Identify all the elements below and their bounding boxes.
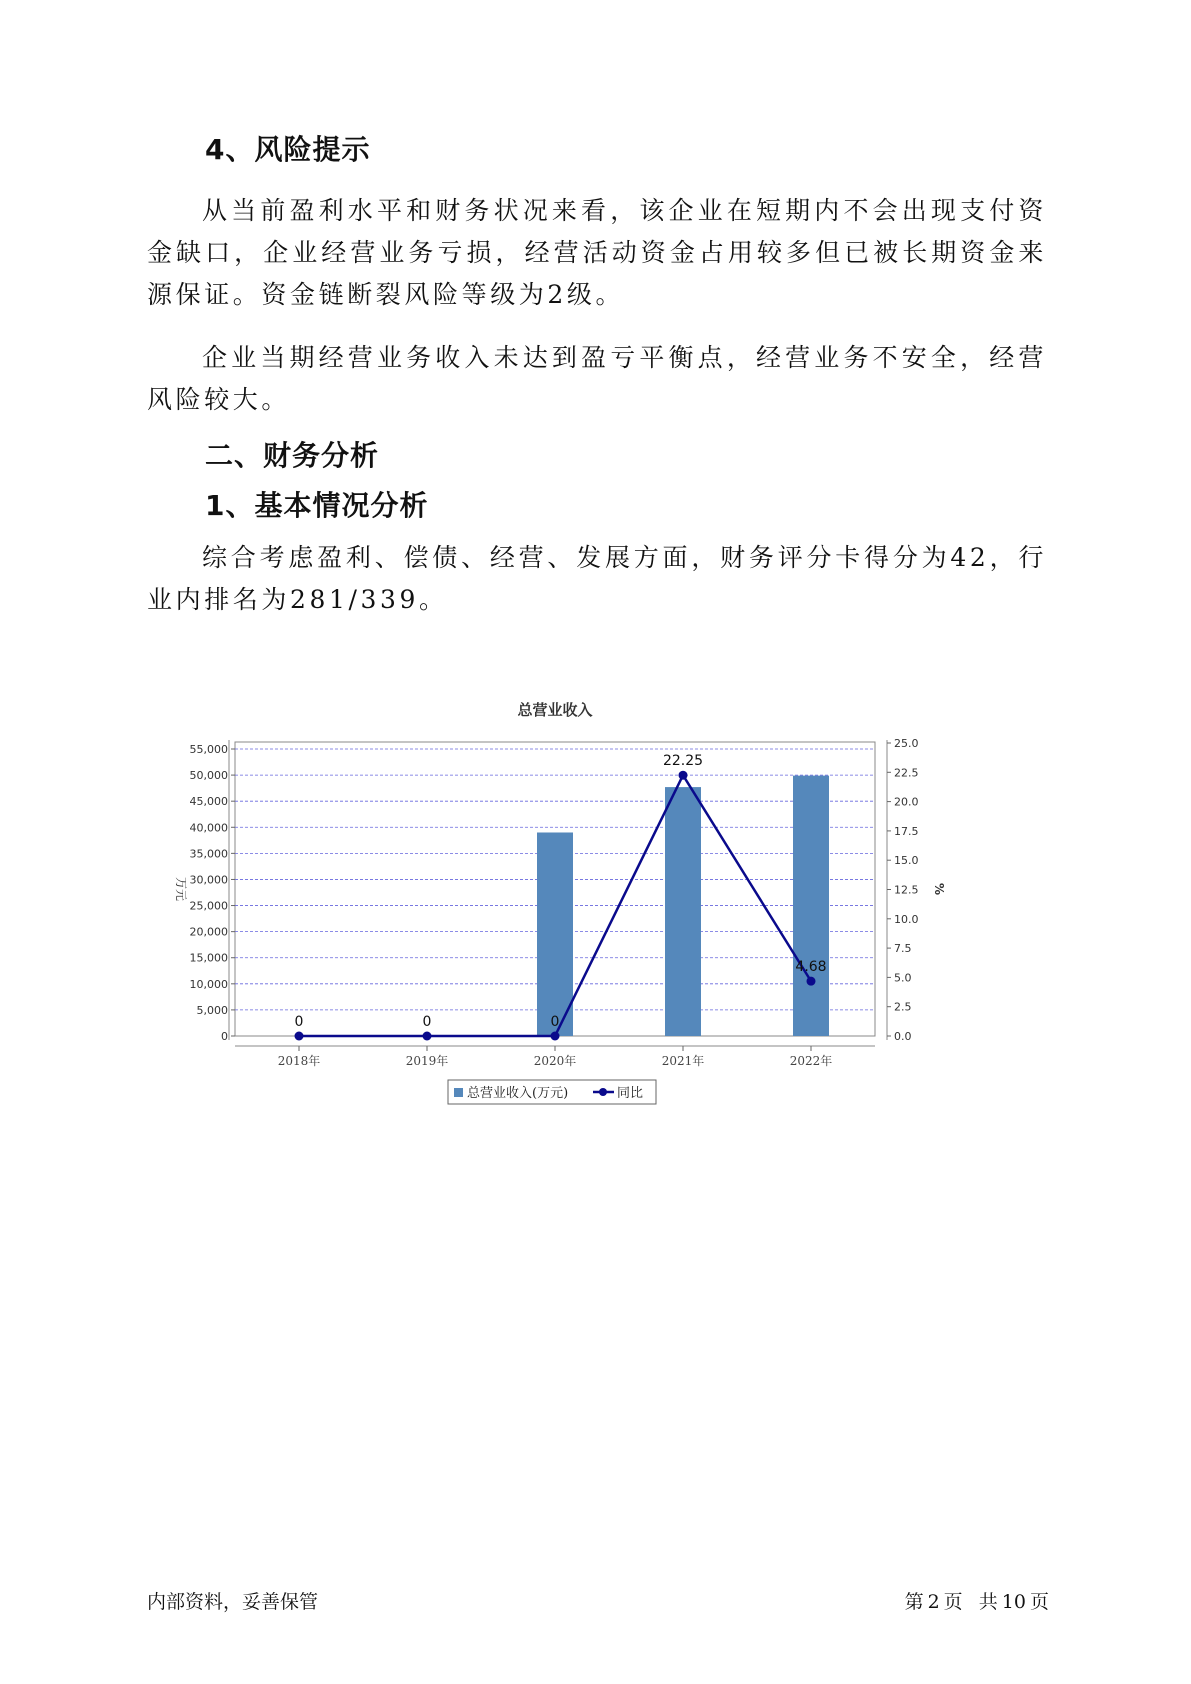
x-tick-label: 2021年 [661,1054,705,1068]
y-tick-label: 20,000 [189,925,228,939]
yoy-point [551,1032,560,1041]
revenue-bar [793,776,829,1036]
x-tick-label: 2018年 [277,1054,321,1068]
total-unit: 页 [1029,1591,1049,1613]
y2-tick-label: 25.0 [894,737,919,750]
y2-axis-label: % [932,882,946,896]
y-tick-label: 50,000 [189,769,228,783]
total-number: 10 [1001,1591,1026,1613]
basic-analysis-heading: 1、基本情况分析 [205,489,429,522]
y-tick-label: 40,000 [189,821,228,835]
page-number: 2 [927,1591,940,1613]
page-prefix: 第 [904,1591,924,1613]
y2-tick-label: 20.0 [894,795,919,809]
revenue-bar [665,787,701,1036]
revenue-chart [170,690,1030,1160]
y2-tick-label: 7.5 [894,942,912,956]
finance-heading: 二、财务分析 [205,439,380,472]
y2-tick-label: 22.5 [894,766,919,780]
y-tick-label: 0 [221,1030,228,1043]
basic-analysis-paragraph: 综合考虑盈利、偿债、经营、发展方面，财务评分卡得分为42，行业内排名为281/339。 [147,543,1047,614]
footer-confidential: 内部资料，妥善保管 [147,1591,319,1613]
yoy-point [423,1032,432,1041]
y-tick-label: 10,000 [189,977,228,991]
y-axis-label: 万元 [174,876,188,902]
chart-title: 总营业收入 [517,701,593,719]
legend-label-revenue: 总营业收入(万元) [467,1086,569,1101]
y-tick-label: 15,000 [189,951,228,965]
y2-tick-label: 15.0 [894,854,919,868]
total-prefix: 共 [978,1591,998,1613]
x-tick-label: 2022年 [789,1054,833,1068]
y-tick-label: 30,000 [189,873,228,887]
yoy-point [295,1032,304,1041]
x-tick-label: 2019年 [405,1054,449,1068]
revenue-bar [537,832,573,1036]
legend-swatch-revenue [454,1088,463,1097]
revenue-chart-svg [170,690,1030,1160]
y2-tick-label: 17.5 [894,824,919,838]
y-tick-label: 45,000 [189,795,228,809]
risk-paragraph-1: 从当前盈利水平和财务状况来看，该企业在短期内不会出现支付资金缺口，企业经营业务亏损，经营活动资金占用较多但已被长期资金来源保证。资金链断裂风险等级为2级。 [147,196,1047,309]
y-tick-label: 35,000 [189,847,228,861]
risk-heading: 4、风险提示 [205,133,371,166]
risk-paragraph-2: 企业当期经营业务收入未达到盈亏平衡点，经营业务不安全，经营风险较大。 [147,343,1047,414]
y2-tick-label: 10.0 [894,912,919,926]
y-tick-label: 55,000 [189,743,228,756]
yoy-data-label: 22.25 [662,753,704,770]
legend-label-yoy: 同比 [617,1086,644,1101]
yoy-data-label: 0 [550,1014,560,1030]
yoy-point [807,977,816,986]
yoy-data-label: 0 [294,1014,304,1030]
y2-tick-label: 12.5 [894,883,919,897]
footer-page-number [903,1587,1051,1614]
yoy-data-label: 0 [422,1014,432,1030]
y-tick-label: 25,000 [189,899,228,913]
legend-swatch-yoy-marker [599,1088,607,1096]
page-unit: 页 [943,1591,963,1613]
yoy-data-label: 4.68 [795,959,827,976]
y2-tick-label: 2.5 [894,1000,912,1014]
y-tick-label: 5,000 [196,1003,228,1017]
yoy-point [679,771,688,780]
y2-tick-label: 5.0 [894,971,912,985]
y2-tick-label: 0.0 [894,1030,912,1043]
x-tick-label: 2020年 [533,1054,577,1068]
